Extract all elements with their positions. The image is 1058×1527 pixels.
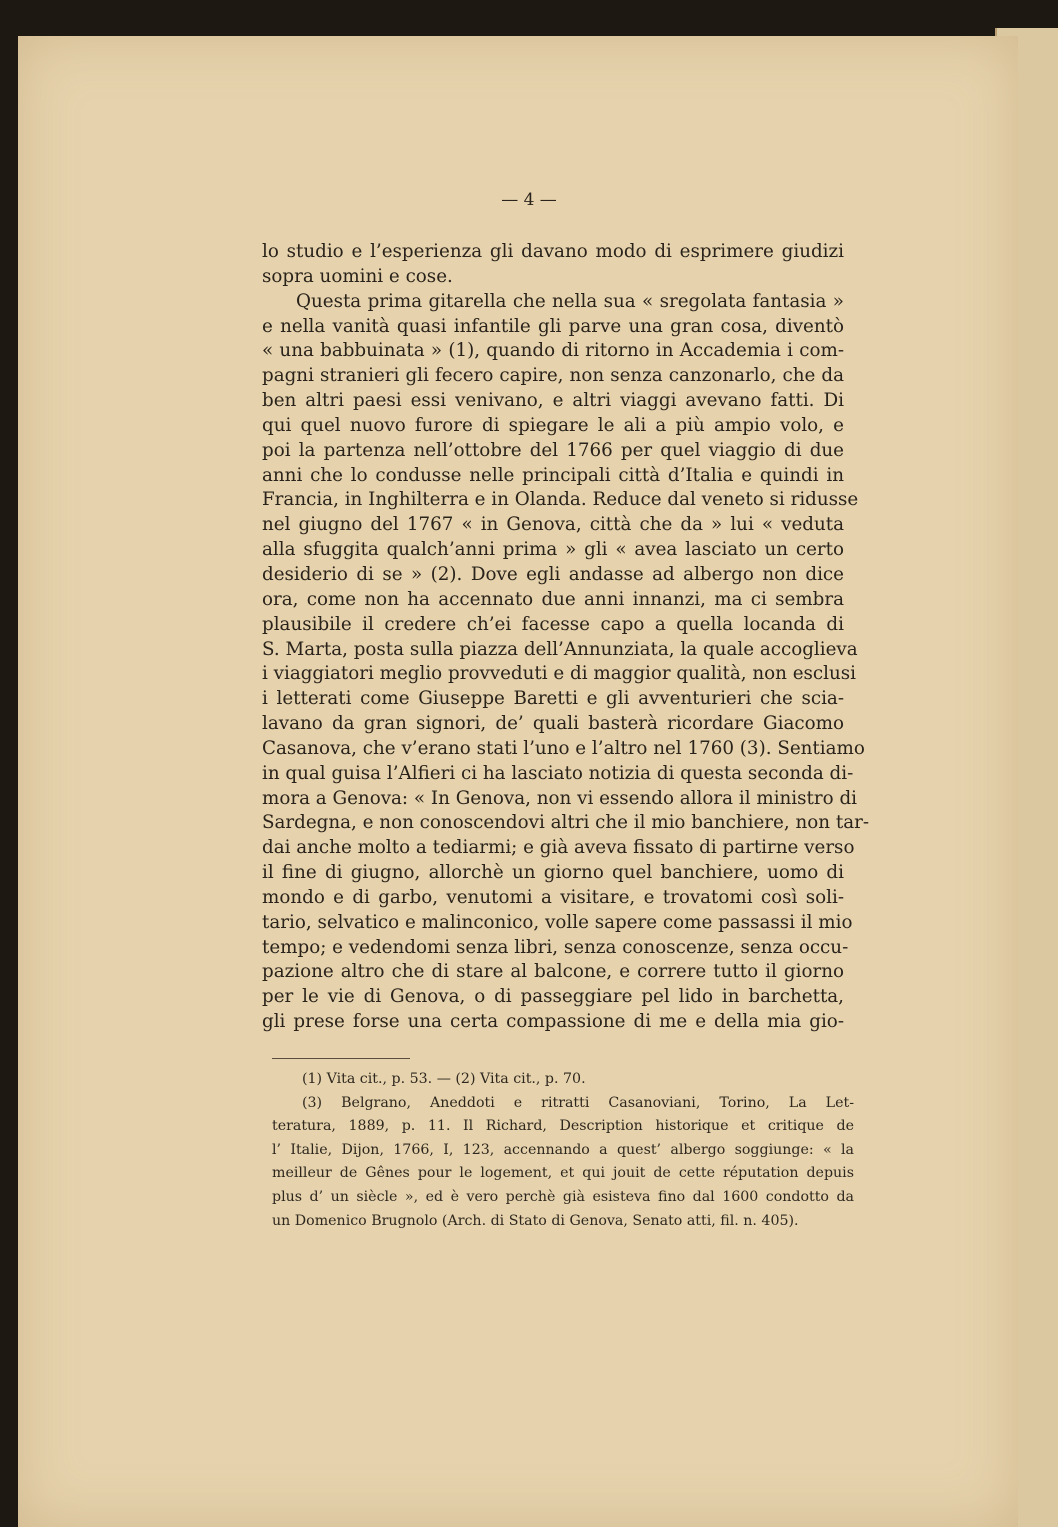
footnote-line: plus d’ un siècle », ed è vero perchè già esisteva fino dal 1600 condotto da xyxy=(272,1188,854,1205)
body-line: S. Marta, posta sulla piazza dell’Annunziata, la quale accoglieva xyxy=(262,638,858,660)
body-line: Casanova, che v’erano stati l’uno e l’altro nel 1760 (3). Sentiamo xyxy=(262,737,865,759)
body-line: Questa prima gitarella che nella sua « sregolata fantasia » xyxy=(296,290,844,312)
body-line: alla sfuggita qualch’anni prima » gli « avea lasciato un certo xyxy=(262,539,844,561)
body-line: desiderio di se » (2). Dove egli andasse ad albergo non dice xyxy=(262,563,844,585)
footnote-line: (1) Vita cit., p. 53. — (2) Vita cit., p. 70. xyxy=(302,1071,586,1087)
body-line: il fine di giugno, allorchè un giorno quel banchiere, uomo di xyxy=(262,862,844,884)
body-line: anni che lo condusse nelle principali città d’Italia e quindi in xyxy=(262,464,844,486)
body-line: lo studio e l’esperienza gli davano modo di esprimere giudizi xyxy=(262,241,844,262)
body-line: per le vie di Genova, o di passeggiare pel lido in barchetta, xyxy=(262,986,844,1008)
body-line: qui quel nuovo furore di spiegare le ali a più ampio volo, e xyxy=(262,414,844,436)
body-line: ben altri paesi essi venivano, e altri viaggi avevano fatti. Di xyxy=(262,390,844,412)
body-line: lavano da gran signori, de’ quali basterà ricordare Giacomo xyxy=(262,713,844,735)
footnote-line: un Domenico Brugnolo (Arch. di Stato di Genova, Senato atti, fil. n. 405). xyxy=(272,1212,799,1229)
footnote-rule xyxy=(272,1058,410,1059)
body-line: i letterati come Giuseppe Baretti e gli avventurieri che scia- xyxy=(262,688,844,710)
body-line: tempo; e vedendomi senza libri, senza conoscenze, senza occu- xyxy=(262,936,849,958)
body-line: dai anche molto a tediarmi; e già aveva fissato di partirne verso xyxy=(262,837,855,859)
footnote-line: (3) Belgrano, Aneddoti e ritratti Casanoviani, Torino, La Let- xyxy=(302,1094,854,1111)
body-line: pagni stranieri gli fecero capire, non senza canzonarlo, che da xyxy=(262,365,844,387)
body-line: pazione altro che di stare al balcone, e correre tutto il giorno xyxy=(262,961,844,983)
body-line: plausibile il credere ch’ei facesse capo a quella locanda di xyxy=(262,613,844,635)
footnote-line: meilleur de Gênes pour le logement, et qui jouit de cette réputation depuis xyxy=(272,1165,854,1182)
body-line: tario, selvatico e malinconico, volle sapere come passassi il mio xyxy=(262,911,853,933)
body-line: sopra uomini e cose. xyxy=(262,265,453,287)
body-line: nel giugno del 1767 « in Genova, città che da » lui « veduta xyxy=(262,514,844,536)
body-line: ora, come non ha accennato due anni innanzi, ma ci sembra xyxy=(262,588,844,610)
footnotes xyxy=(272,1068,854,1233)
body-line: i viaggiatori meglio provveduti e di maggior qualità, non esclusi xyxy=(262,663,857,685)
body-line: mondo e di garbo, venutomi a visitare, e trovatomi così soli- xyxy=(262,886,844,908)
footnote-line: teratura, 1889, p. 11. Il Richard, Description historique et critique de xyxy=(272,1118,854,1135)
footnote-line: l’ Italie, Dijon, 1766, I, 123, accennando a quest’ albergo soggiunge: « la xyxy=(272,1141,854,1158)
body-line: Sardegna, e non conoscendovi altri che il mio banchiere, non tar- xyxy=(262,812,870,834)
body-line: in qual guisa l’Alfieri ci ha lasciato notizia di questa seconda di- xyxy=(262,762,854,784)
page-number: — 4 — xyxy=(501,190,557,210)
body-line: « una babbuinata » (1), quando di ritorno in Accademia i com- xyxy=(262,340,844,362)
body-line: poi la partenza nell’ottobre del 1766 per quel viaggio di due xyxy=(262,439,844,461)
body-line: Francia, in Inghilterra e in Olanda. Reduce dal veneto si ridusse xyxy=(262,489,859,511)
body-line: e nella vanità quasi infantile gli parve una gran cosa, diventò xyxy=(262,315,844,337)
body-text xyxy=(262,240,870,1035)
body-line: gli prese forse una certa compassione di me e della mia gio- xyxy=(262,1011,844,1033)
body-line: mora a Genova: « In Genova, non vi essendo allora il ministro di xyxy=(262,787,857,809)
